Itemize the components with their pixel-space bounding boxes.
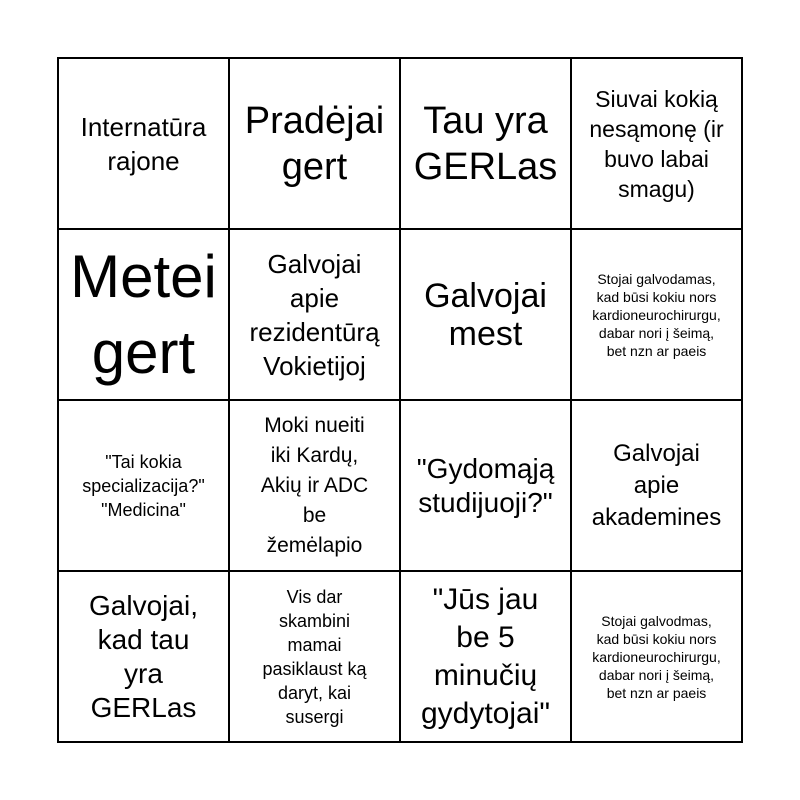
cell-text: Galvojai apie rezidentūrą Vokietijoj — [249, 248, 380, 381]
bingo-cell[interactable] — [400, 571, 571, 742]
bingo-cell[interactable] — [58, 400, 229, 571]
bingo-cell[interactable] — [400, 229, 571, 400]
cell-text: Moki nueiti iki Kardų, Akių ir ADC be žemėlapio — [260, 413, 369, 557]
bingo-cell[interactable] — [571, 229, 742, 400]
cell-text: Galvojai, kad tau yra GERLas — [89, 589, 198, 723]
cell-text: "Gydomąją studijuoji?" — [416, 452, 555, 518]
bingo-cell[interactable] — [571, 571, 742, 742]
bingo-board — [57, 57, 743, 743]
cell-text: Stojai galvodamas, kad būsi kokiu nors kardioneurochirurgu, dabar nori į šeimą, bet nzn ar paeis — [592, 270, 721, 359]
bingo-cell[interactable] — [229, 229, 400, 400]
cell-text: "Jūs jau be 5 minučių gydytojai" — [420, 582, 551, 730]
bingo-cell[interactable] — [229, 571, 400, 742]
cell-text: Internatūra rajone — [80, 111, 207, 176]
bingo-cell[interactable] — [571, 400, 742, 571]
bingo-cell[interactable] — [400, 58, 571, 229]
bingo-cell[interactable] — [571, 58, 742, 229]
cell-text: Siuvai kokią nesąmonę (ir buvo labai smagu) — [589, 85, 724, 202]
cell-text: "Tai kokia specializacija?" "Medicina" — [82, 451, 205, 520]
bingo-cell[interactable] — [229, 400, 400, 571]
bingo-cell[interactable] — [400, 400, 571, 571]
bingo-cell[interactable] — [58, 229, 229, 400]
cell-text: Metei gert — [70, 242, 217, 386]
cell-text: Vis dar skambini mamai pasiklaust ką daryt, kai susergi — [262, 586, 367, 727]
cell-text: Galvojai apie akademines — [591, 439, 722, 531]
bingo-cell[interactable] — [58, 58, 229, 229]
cell-text: Stojai galvodmas, kad būsi kokiu nors kardioneurochirurgu, dabar nori į šeimą, bet nzn ar paeis — [592, 612, 721, 701]
cell-text: Galvojai mest — [424, 276, 547, 353]
bingo-cell[interactable] — [229, 58, 400, 229]
cell-text: Pradėjai gert — [244, 99, 385, 188]
bingo-cell[interactable] — [58, 571, 229, 742]
cell-text: Tau yra GERLas — [413, 99, 558, 188]
